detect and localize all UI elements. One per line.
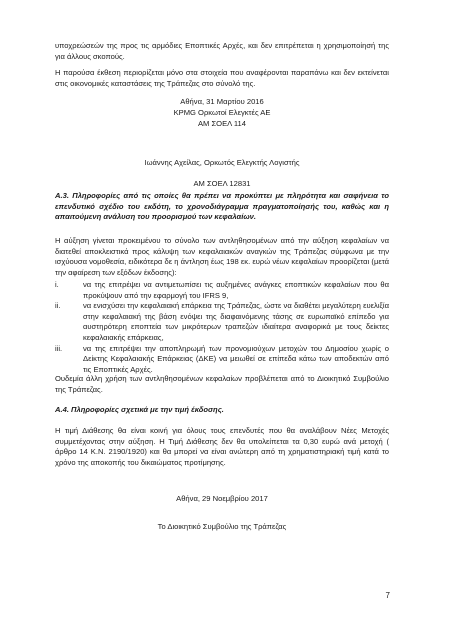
auditor-name: Ιωάννης Αχείλας, Ορκωτός Ελεγκτής Λογιστής — [144, 158, 300, 167]
list-item-number: ii. — [55, 301, 61, 311]
section-a4-heading: Α.4. Πληροφορίες σχετικά με την τιμή έκδοσης. — [55, 405, 224, 414]
auditor-reg: ΑΜ ΣΟΕΛ 12831 — [193, 179, 251, 188]
list-item-text: να της επιτρέψει να αντιμετωπίσει τις αυξημένες ανάγκες εποπτικών κεφαλαίων που θα προκύψουν από την εφαρμογή του IFRS 9, — [83, 280, 389, 300]
list-item — [55, 280, 389, 301]
section-a4-text: Η τιμή Διάθεσης θα είναι κοινή για όλους τους επενδυτές που θα αναλάβουν Νέες Μετοχές συμμετέχοντας στην αύξηση. Η Τιμή Διάθεσης δεν θα υπολείπεται τα 0,30 ευρώ ανά μετοχή ( άρθρο 14 Κ.Ν. 2190/1920) και θα μπορεί να είναι ανώτερη από τη χρηματιστηριακή τιμή κατά το χρόνο της αποκοπής του δικαιώματος προτίμησης. — [55, 426, 389, 467]
page-number: 7 — [385, 591, 390, 600]
list-item-text: να της επιτρέψει την αποπληρωμή των προνομιούχων μετοχών του Δημοσίου χωρίς ο Δείκτης Κεφαλαιακής Επάρκειας (ΔΚΕ) να μειωθεί σε επίπεδα κάτω των αποδεκτών από τις Εποπτικές Αρχές. — [83, 343, 389, 374]
section-a3-closing: Ουδεμία άλλη χρήση των αντληθησομένων κεφαλαίων προβλέπεται από το Διοικητικό Συμβούλιο της Τράπεζας. — [55, 374, 389, 394]
auditor-place-date: Αθήνα, 31 Μαρτίου 2016 — [180, 97, 264, 106]
list-item-number: iii. — [55, 343, 63, 353]
closing-place-date: Αθήνα, 29 Νοεμβρίου 2017 — [176, 494, 268, 503]
paragraph-top: υποχρεώσεών της προς τις αρμόδιες Εποπτικές Αρχές, και δεν επιτρέπεται η χρησιμοποίησή της για άλλους σκοπούς. — [55, 41, 389, 61]
section-a3-heading: Α.3. Πληροφορίες από τις οποίες θα πρέπει να προκύπτει με πληρότητα και σαφήνεια το επενδυτικό σχέδιο του εκδότη, το χρονοδιάγραμμα πραγματοποίησής του, καθώς και η απαιτούμενη ανάλυση του προορισμού των κεφαλαίων. — [55, 191, 389, 222]
section-a3-intro: Η αύξηση γίνεται προκειμένου το σύνολο των αντληθησομένων από την αύξηση κεφαλαίων να διατεθεί αποκλειστικά προς κάλυψη των κεφαλαιακών αναγκών της Τράπεζας σύμφωνα με την ισχύουσα νομοθεσία, ειδικότερα δε η άντληση έως 198 εκ. ευρώ νέων κεφαλαίων προορίζεται (μετά την αφαίρεση των εξόδων έκδοσης): — [55, 236, 389, 277]
purpose-list — [55, 280, 389, 375]
list-item — [55, 344, 389, 376]
list-item — [55, 301, 389, 343]
list-item-text: να ενισχύσει την κεφαλαιακή επάρκεια της Τράπεζας, ώστε να διαθέτει μεγαλύτερη ευελιξία στην κεφαλαιακή της βάση ενόψει της διαφαινόμενης τάσης σε ευρωπαϊκό επίπεδο για αυστηρότερη εποπτεία των μικρότερων τραπεζών ιδιαίτερα αναφορικά με τους δείκτες κεφαλαιακής επάρκειας, — [83, 301, 389, 342]
closing-signatory: Το Διοικητικό Συμβούλιο της Τράπεζας — [157, 522, 287, 531]
auditor-firm: KPMG Ορκωτοί Ελεγκτές ΑΕ — [173, 108, 271, 117]
list-item-number: i. — [55, 280, 59, 289]
auditor-firm-reg: ΑΜ ΣΟΕΛ 114 — [197, 119, 247, 128]
paragraph-scope: Η παρούσα έκθεση περιορίζεται μόνο στα στοιχεία που αναφέρονται παραπάνω και δεν εκτείνεται στις οικονομικές καταστάσεις της Τράπεζας στο σύνολό της. — [55, 68, 389, 88]
